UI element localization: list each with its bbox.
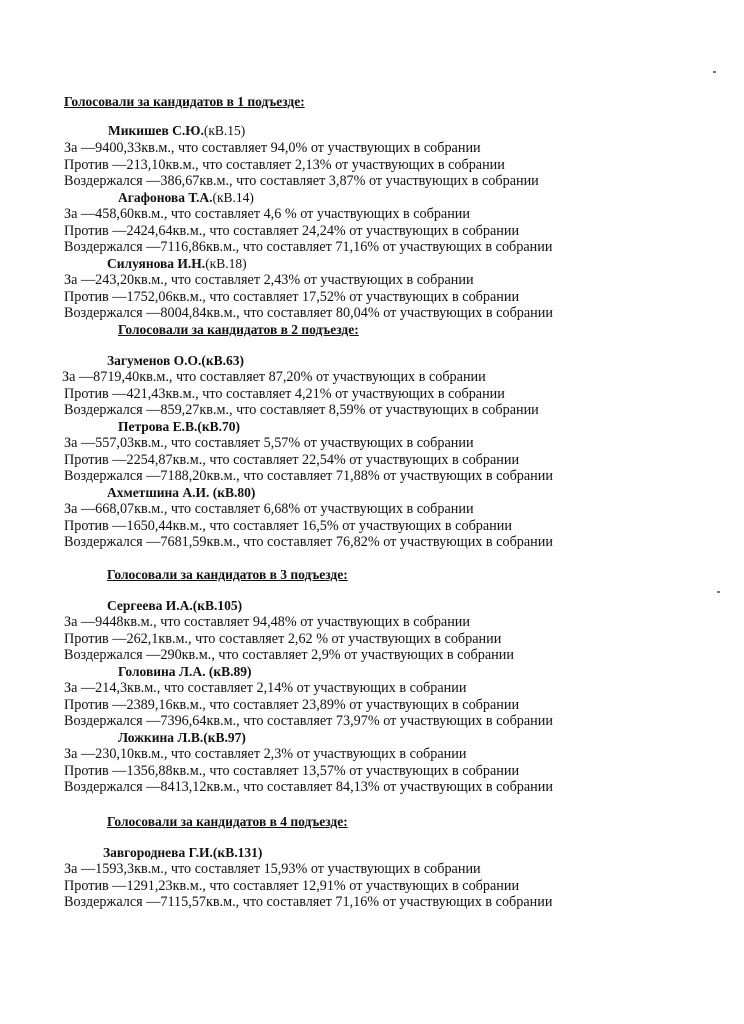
candidate-apartment: (кВ.105) xyxy=(192,598,243,613)
candidate-1-2 xyxy=(118,190,254,206)
vote-against-line: Против —262,1кв.м., что составляет 2,62 % от участвующих в собрании xyxy=(64,631,502,647)
candidate-2-1 xyxy=(107,353,244,369)
vote-for-line: За —214,3кв.м., что составляет 2,14% от участвующих в собрании xyxy=(64,680,467,696)
vote-for-line: За —668,07кв.м., что составляет 6,68% от участвующих в собрании xyxy=(64,501,474,517)
candidate-name: Сергеева И.А. xyxy=(107,598,193,613)
candidate-name: Ложкина Л.В. xyxy=(118,730,204,745)
vote-abstain-line: Воздержался —859,27кв.м., что составляет 8,59% от участвующих в собрании xyxy=(64,402,539,418)
candidate-name: Силуянова И.Н. xyxy=(107,256,206,271)
vote-for-line: За —1593,3кв.м., что составляет 15,93% от участвующих в собрании xyxy=(64,861,481,877)
vote-abstain-line: Воздержался —8004,84кв.м., что составляет 80,04% от участвующих в собрании xyxy=(64,305,553,321)
vote-for-line: За —557,03кв.м., что составляет 5,57% от участвующих в собрании xyxy=(64,435,474,451)
candidate-3-2 xyxy=(118,664,252,680)
candidate-name: Ахметшина А.И. xyxy=(107,485,210,500)
candidate-name: Петрова Е.В. xyxy=(118,419,198,434)
vote-for-line: За —243,20кв.м., что составляет 2,43% от участвующих в собрании xyxy=(64,272,474,288)
candidate-2-2 xyxy=(118,419,240,435)
section-2-heading: Голосовали за кандидатов в 2 подъезде: xyxy=(118,322,359,337)
vote-for-line: За —9400,33кв.м., что составляет 94,0% от участвующих в собрании xyxy=(64,140,481,156)
vote-for-line: За —9448кв.м., что составляет 94,48% от участвующих в собрании xyxy=(64,614,470,630)
vote-abstain-line: Воздержался —7115,57кв.м., что составляет 71,16% от участвующих в собрании xyxy=(64,894,553,910)
candidate-2-3 xyxy=(107,485,255,501)
candidate-4-1 xyxy=(103,845,262,861)
candidate-apartment: (кВ.131) xyxy=(212,845,263,860)
candidate-1-3 xyxy=(107,256,247,272)
vote-against-line: Против —1752,06кв.м., что составляет 17,52% от участвующих в собрании xyxy=(64,289,520,305)
candidate-apartment: (кВ.63) xyxy=(201,353,245,368)
section-3-heading: Голосовали за кандидатов в 3 подъезде: xyxy=(107,567,348,582)
candidate-name: Агафонова Т.А. xyxy=(118,190,213,205)
vote-against-line: Против —1650,44кв.м., что составляет 16,5% от участвующих в собрании xyxy=(64,518,512,534)
vote-against-line: Против —1356,88кв.м., что составляет 13,57% от участвующих в собрании xyxy=(64,763,520,779)
vote-against-line: Против —2254,87кв.м., что составляет 22,54% от участвующих в собрании xyxy=(64,452,520,468)
candidate-name: Загуменов О.О. xyxy=(107,353,202,368)
candidate-apartment: (кВ.80) xyxy=(209,485,256,500)
candidate-name: Завгороднева Г.И. xyxy=(103,845,213,860)
vote-for-line: За —458,60кв.м., что составляет 4,6 % от участвующих в собрании xyxy=(64,206,470,222)
candidate-name: Микишев С.Ю. xyxy=(108,123,204,138)
scan-speck xyxy=(717,591,720,593)
vote-against-line: Против —213,10кв.м., что составляет 2,13% от участвующих в собрании xyxy=(64,157,505,173)
vote-abstain-line: Воздержался —386,67кв.м., что составляет 3,87% от участвующих в собрании xyxy=(64,173,539,189)
vote-against-line: Против —2389,16кв.м., что составляет 23,89% от участвующих в собрании xyxy=(64,697,520,713)
section-1-heading: Голосовали за кандидатов в 1 подъезде: xyxy=(64,94,305,109)
candidate-3-1 xyxy=(107,598,242,614)
candidate-apartment: (кВ.70) xyxy=(197,419,241,434)
vote-abstain-line: Воздержался —7188,20кв.м., что составляет 71,88% от участвующих в собрании xyxy=(64,468,553,484)
vote-for-line: За —8719,40кв.м., что составляет 87,20% от участвующих в собрании xyxy=(62,369,486,385)
candidate-apartment: (кВ.18) xyxy=(205,256,247,271)
candidate-apartment: (кВ.89) xyxy=(205,664,252,679)
vote-against-line: Против —421,43кв.м., что составляет 4,21% от участвующих в собрании xyxy=(64,386,505,402)
vote-against-line: Против —2424,64кв.м., что составляет 24,24% от участвующих в собрании xyxy=(64,223,520,239)
vote-abstain-line: Воздержался —7396,64кв.м., что составляет 73,97% от участвующих в собрании xyxy=(64,713,553,729)
candidate-apartment: (кВ.97) xyxy=(203,730,246,745)
vote-for-line: За —230,10кв.м., что составляет 2,3% от участвующих в собрании xyxy=(64,746,467,762)
vote-against-line: Против —1291,23кв.м., что составляет 12,91% от участвующих в собрании xyxy=(64,878,520,894)
vote-abstain-line: Воздержался —8413,12кв.м., что составляет 84,13% от участвующих в собрании xyxy=(64,779,553,795)
vote-abstain-line: Воздержался —290кв.м., что составляет 2,9% от участвующих в собрании xyxy=(64,647,514,663)
vote-abstain-line: Воздержался —7681,59кв.м., что составляет 76,82% от участвующих в собрании xyxy=(64,534,553,550)
candidate-apartment: (кВ.15) xyxy=(203,123,246,138)
candidate-1-1 xyxy=(108,123,245,139)
vote-abstain-line: Воздержался —7116,86кв.м., что составляет 71,16% от участвующих в собрании xyxy=(64,239,553,255)
candidate-3-3 xyxy=(118,730,246,746)
candidate-apartment: (кВ.14) xyxy=(212,190,254,205)
scan-speck xyxy=(713,71,716,73)
section-4-heading: Голосовали за кандидатов в 4 подъезде: xyxy=(107,814,348,829)
candidate-name: Головина Л.А. xyxy=(118,664,206,679)
